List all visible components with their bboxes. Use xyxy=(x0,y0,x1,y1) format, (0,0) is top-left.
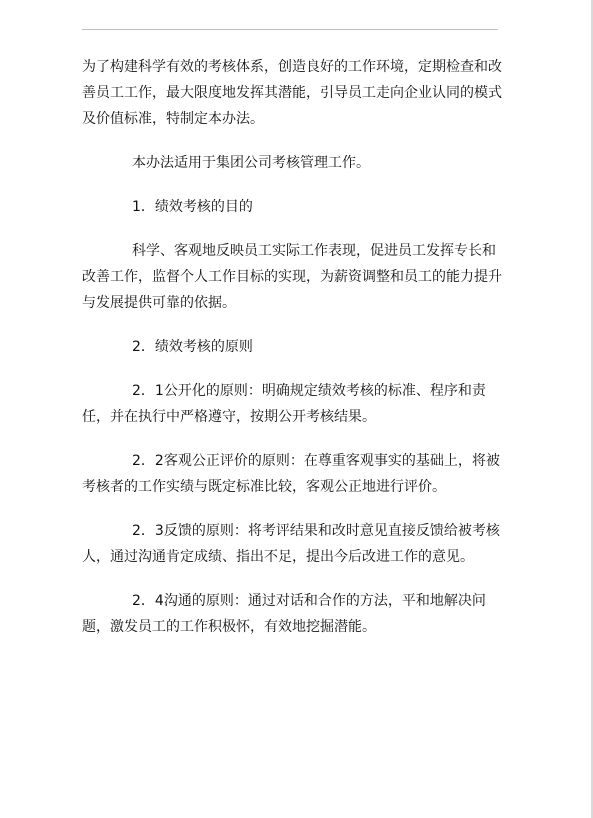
paragraph-intro: 为了构建科学有效的考核体系，创造良好的工作环境，定期检查和改善员工工作，最大限度地发挥其潜能，引导员工走向企业认同的模式及价值标准，特制定本办法。 xyxy=(82,59,502,127)
paragraph-principle-openness: 2．1公开化的原则：明确规定绩效考核的标准、程序和责任，并在执行中严格遵守，按期公开考核结果。 xyxy=(82,383,486,425)
document-body xyxy=(82,54,502,658)
paragraph-principle-communication: 2．4沟通的原则：通过对话和合作的方法，平和地解决问题，激发员工的工作积极怀，有效地挖掘潜能。 xyxy=(82,593,486,635)
heading-purpose: 1．绩效考核的目的 xyxy=(132,199,253,215)
paragraph-principle-feedback: 2．3反馈的原则：将考评结果和改时意见直接反馈给被考核人，通过沟通肯定成绩、指出不足，提出今后改进工作的意见。 xyxy=(82,523,500,565)
paragraph-purpose: 科学、客观地反映员工实际工作表现，促进员工发挥专长和改善工作，监督个人工作目标的实现，为薪资调整和员工的能力提升与发展提供可靠的依据。 xyxy=(82,243,502,311)
paragraph-principle-fairness: 2．2客观公正评价的原则：在尊重客观事实的基础上，将被考核者的工作实绩与既定标准比较，客观公正地进行评价。 xyxy=(82,453,500,495)
heading-principles: 2．绩效考核的原则 xyxy=(132,339,253,355)
paragraph-scope: 本办法适用于集团公司考核管理工作。 xyxy=(132,155,370,171)
header-rule xyxy=(82,29,498,30)
